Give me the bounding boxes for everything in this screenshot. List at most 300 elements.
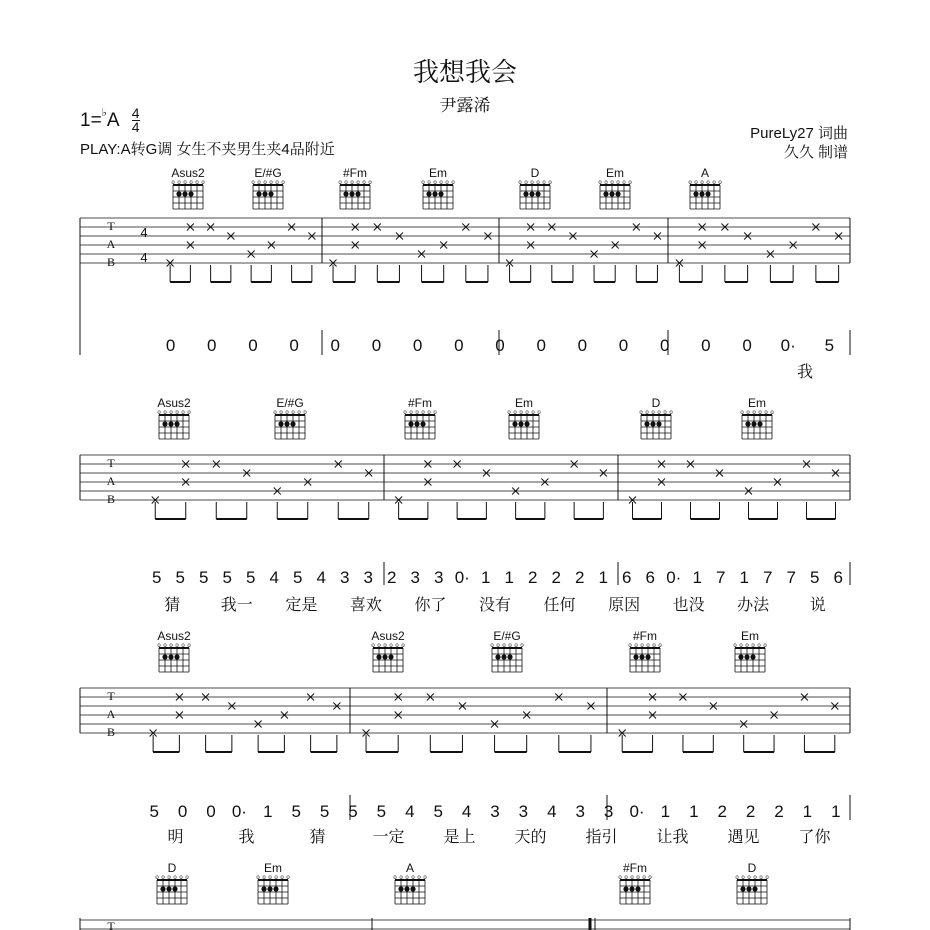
chord-diagram	[598, 166, 632, 209]
chord-name: #Fm	[623, 861, 647, 875]
open-string-mark: o	[169, 410, 173, 416]
chord-dot	[404, 886, 409, 891]
tab-letter-a: A	[106, 237, 116, 251]
numbered-note: 1	[481, 568, 491, 587]
open-string-mark: o	[652, 643, 656, 649]
open-string-mark: o	[622, 180, 626, 186]
open-string-mark: o	[427, 410, 431, 416]
lyric-text: 了你	[798, 827, 831, 846]
open-string-mark: o	[520, 643, 524, 649]
song-artist: 尹露浠	[439, 96, 491, 116]
chord-name: Asus2	[157, 396, 191, 410]
measure-notes	[629, 461, 839, 520]
open-string-mark: o	[368, 180, 372, 186]
lyric-text: 是上	[443, 827, 476, 846]
chord-dot	[645, 654, 650, 659]
chord-dot	[752, 886, 757, 891]
open-string-mark: o	[274, 875, 278, 881]
numbered-note: 0	[165, 336, 176, 355]
open-string-mark: o	[187, 410, 191, 416]
open-string-mark: o	[421, 180, 425, 186]
open-string-mark: o	[694, 180, 698, 186]
chord-name: #Fm	[408, 396, 432, 410]
chord-name: E/#G	[254, 166, 282, 180]
numbered-note: 0	[371, 336, 382, 355]
open-string-mark: o	[746, 410, 750, 416]
tab-staff	[80, 688, 850, 739]
chord-dot	[426, 191, 431, 196]
numbered-note: 1	[660, 802, 671, 821]
chord-dot	[629, 886, 634, 891]
open-string-mark: o	[421, 410, 425, 416]
numbered-note: 4	[269, 568, 279, 587]
chord-dot	[656, 421, 661, 426]
open-string-mark: o	[639, 410, 643, 416]
chord-dot	[376, 654, 381, 659]
numbered-note: 0	[536, 336, 546, 355]
open-string-mark: o	[648, 875, 652, 881]
lyric-text: 原因	[608, 595, 641, 614]
chord-diagram	[421, 166, 455, 209]
open-string-mark: o	[273, 410, 277, 416]
open-string-mark: o	[763, 643, 767, 649]
chord-diagram	[490, 629, 524, 672]
open-string-mark: o	[618, 875, 622, 881]
open-string-mark: o	[735, 875, 739, 881]
lyric-text: 没有	[478, 595, 512, 614]
chord-dot	[261, 886, 266, 891]
numbered-note: 1	[598, 568, 608, 587]
chord-diagram	[371, 629, 405, 672]
open-string-mark: o	[251, 180, 255, 186]
open-string-mark: o	[433, 180, 437, 186]
open-string-mark: o	[281, 180, 285, 186]
numbered-note: 2	[387, 568, 397, 587]
lyric-text: 你了	[414, 595, 447, 614]
chord-name: E/#G	[276, 396, 304, 410]
numbered-note: 3	[518, 802, 529, 821]
chord-dot	[388, 654, 393, 659]
chord-diagram	[507, 396, 541, 439]
chord-dot	[495, 654, 500, 659]
open-string-mark: o	[753, 875, 757, 881]
numbered-note: 1	[263, 802, 273, 821]
numbered-note: 0	[206, 802, 216, 821]
chord-name: #Fm	[633, 629, 657, 643]
chord-diagram	[740, 396, 774, 439]
chord-dot	[168, 654, 173, 659]
chord-dot	[744, 654, 749, 659]
chord-dot	[162, 654, 167, 659]
open-string-mark: o	[628, 180, 632, 186]
chord-dot	[603, 191, 608, 196]
open-string-mark: o	[362, 180, 366, 186]
open-string-mark: o	[257, 180, 261, 186]
chord-dot	[172, 886, 177, 891]
open-string-mark: o	[181, 410, 185, 416]
open-string-mark: o	[598, 180, 602, 186]
numbered-note: 0	[659, 336, 670, 355]
open-string-mark: o	[371, 643, 375, 649]
numbered-note: 0	[330, 336, 341, 355]
numbered-note: 0	[742, 336, 752, 355]
tab-letter-t: T	[107, 919, 115, 930]
chord-name: Em	[748, 396, 766, 410]
open-string-mark: o	[490, 643, 494, 649]
numbered-note: 5	[433, 802, 443, 821]
chord-name: #Fm	[343, 166, 367, 180]
open-string-mark: o	[537, 410, 541, 416]
chord-name: A	[700, 166, 710, 180]
chord-dot	[256, 191, 261, 196]
chord-name: D	[747, 861, 757, 875]
measure-notes	[167, 224, 316, 283]
time-top: 4	[131, 105, 140, 122]
lyric-text: 猜	[309, 827, 326, 846]
lyric-text: 也没	[672, 595, 705, 614]
open-string-mark: o	[634, 643, 638, 649]
key-prefix: 1=	[80, 110, 102, 131]
open-string-mark: o	[181, 643, 185, 649]
open-string-mark: o	[646, 643, 650, 649]
open-string-mark: o	[645, 410, 649, 416]
chord-diagram	[155, 861, 189, 904]
open-string-mark: o	[187, 643, 191, 649]
lyricist-composer: PureLy27 词曲	[750, 125, 848, 142]
tab-letter-t: T	[107, 456, 115, 470]
numbered-note: 5	[246, 568, 256, 587]
chord-dot	[615, 191, 620, 196]
chord-name: D	[530, 166, 540, 180]
chord-dot	[420, 421, 425, 426]
open-string-mark: o	[531, 410, 535, 416]
open-string-mark: o	[740, 410, 744, 416]
open-string-mark: o	[751, 643, 755, 649]
chord-diagram	[273, 396, 307, 439]
numbered-note: 1	[692, 568, 702, 587]
open-string-mark: o	[383, 643, 387, 649]
chord-diagram	[688, 166, 722, 209]
open-string-mark: o	[733, 643, 737, 649]
open-string-mark: o	[280, 875, 284, 881]
lyric-text: 说	[809, 595, 826, 614]
open-string-mark: o	[161, 875, 165, 881]
open-string-mark: o	[604, 180, 608, 186]
open-string-mark: o	[669, 410, 673, 416]
numbered-note: 0	[412, 336, 423, 355]
open-string-mark: o	[263, 180, 267, 186]
open-string-mark: o	[542, 180, 546, 186]
chord-name: Asus2	[157, 629, 191, 643]
numbered-note: 5	[291, 802, 301, 821]
chord-dot	[535, 191, 540, 196]
open-string-mark: o	[175, 410, 179, 416]
open-string-mark: o	[195, 180, 199, 186]
open-string-mark: o	[536, 180, 540, 186]
chord-dot	[609, 191, 614, 196]
chord-dot	[168, 421, 173, 426]
open-string-mark: o	[297, 410, 301, 416]
lyrics-row	[164, 595, 825, 614]
chord-name: E/#G	[493, 629, 521, 643]
chord-diagram	[251, 166, 285, 209]
open-string-mark: o	[179, 875, 183, 881]
open-string-mark: o	[286, 875, 290, 881]
open-string-mark: o	[189, 180, 193, 186]
open-string-mark: o	[275, 180, 279, 186]
chord-dot	[738, 654, 743, 659]
numbered-note: 2	[717, 802, 727, 821]
open-string-mark: o	[350, 180, 354, 186]
open-string-mark: o	[530, 180, 534, 186]
measure-notes	[506, 224, 661, 283]
open-string-mark: o	[712, 180, 716, 186]
lyric-text: 定是	[285, 595, 318, 614]
chord-name: Asus2	[171, 166, 205, 180]
numbered-note: 2	[551, 568, 561, 587]
numbered-note: 0·	[454, 568, 470, 587]
numbered-note: 5	[293, 568, 303, 587]
chord-dot	[188, 191, 193, 196]
song-title: 我想我会	[412, 58, 517, 88]
chord-name: Em	[515, 396, 533, 410]
chord-dot	[740, 886, 745, 891]
numbered-note: 0	[289, 336, 299, 355]
numbered-note: 5	[199, 568, 209, 587]
numbered-note: 4	[547, 802, 557, 821]
numbered-note: 2	[575, 568, 585, 587]
open-string-mark: o	[630, 875, 634, 881]
chord-diagram	[518, 166, 552, 209]
numbered-note: 6	[622, 568, 632, 587]
tab-letter-t: T	[107, 219, 115, 233]
open-string-mark: o	[514, 643, 518, 649]
open-string-mark: o	[268, 875, 272, 881]
chord-dot	[751, 421, 756, 426]
open-string-mark: o	[157, 410, 161, 416]
open-string-mark: o	[344, 180, 348, 186]
numbered-note: 4	[405, 802, 415, 821]
tab-letter-b: B	[106, 725, 116, 739]
numbered-note: 4	[316, 568, 326, 587]
open-string-mark: o	[423, 875, 427, 881]
numbered-note: 0	[248, 336, 258, 355]
chord-diagram	[733, 629, 767, 672]
tab-letter-t: T	[107, 689, 115, 703]
numbered-note: 0·	[780, 336, 796, 355]
numbered-note: 3	[363, 568, 373, 587]
open-string-mark: o	[513, 410, 517, 416]
open-string-mark: o	[502, 643, 506, 649]
chord-diagram	[639, 396, 673, 439]
lyric-text: 我一	[220, 595, 253, 614]
arranger: 久久 制谱	[783, 144, 848, 161]
numbered-note: 2	[745, 802, 756, 821]
numbered-note: 0	[454, 336, 464, 355]
open-string-mark: o	[508, 643, 512, 649]
open-string-mark: o	[700, 180, 704, 186]
chord-name: Em	[741, 629, 759, 643]
chord-dot	[349, 191, 354, 196]
lyric-text: 猜	[164, 595, 181, 614]
chord-dot	[410, 886, 415, 891]
open-string-mark: o	[706, 180, 710, 186]
chord-dot	[745, 421, 750, 426]
chord-dot	[408, 421, 413, 426]
lyric-text: 明	[167, 827, 184, 846]
numbered-note: 0·	[666, 568, 682, 587]
numbered-note: 4	[461, 802, 472, 821]
numbered-notation	[166, 336, 834, 355]
chord-dot	[644, 421, 649, 426]
open-string-mark: o	[451, 180, 455, 186]
open-string-mark: o	[765, 875, 769, 881]
open-string-mark: o	[519, 410, 523, 416]
chord-diagram	[628, 629, 662, 672]
open-string-mark: o	[285, 410, 289, 416]
chord-dot	[438, 191, 443, 196]
tab-time-top: 4	[140, 225, 148, 240]
tab-letter-b: B	[106, 492, 116, 506]
open-string-mark: o	[279, 410, 283, 416]
numbered-note: 5	[810, 568, 820, 587]
open-string-mark: o	[185, 875, 189, 881]
numbered-note: 2	[774, 802, 784, 821]
open-string-mark: o	[393, 875, 397, 881]
chord-dot	[746, 886, 751, 891]
numbered-note: 0	[207, 336, 217, 355]
flat-sign: ♭	[101, 107, 107, 119]
chord-dot	[176, 191, 181, 196]
open-string-mark: o	[445, 180, 449, 186]
numbered-note: 6	[645, 568, 655, 587]
numbered-note: 0·	[231, 802, 247, 821]
chord-dot	[267, 886, 272, 891]
numbered-note: 0	[701, 336, 711, 355]
chord-dot	[268, 191, 273, 196]
open-string-mark: o	[262, 875, 266, 881]
chord-dot	[174, 654, 179, 659]
key-letter: A	[106, 110, 119, 131]
open-string-mark: o	[640, 643, 644, 649]
numbered-note: 5	[319, 802, 330, 821]
open-string-mark: o	[415, 410, 419, 416]
chord-name: D	[167, 861, 177, 875]
chord-diagram	[735, 861, 769, 904]
numbered-note: 0·	[629, 802, 645, 821]
chord-name: A	[405, 861, 415, 875]
open-string-mark: o	[663, 410, 667, 416]
open-string-mark: o	[757, 643, 761, 649]
numbered-note: 5	[348, 802, 358, 821]
chord-dot	[343, 191, 348, 196]
chord-dot	[623, 886, 628, 891]
open-string-mark: o	[395, 643, 399, 649]
measure-notes	[150, 694, 341, 753]
chord-dot	[633, 654, 638, 659]
open-string-mark: o	[169, 643, 173, 649]
chord-dot	[507, 654, 512, 659]
chord-name: Em	[429, 166, 447, 180]
lyric-text: 让我	[656, 827, 689, 846]
open-string-mark: o	[628, 643, 632, 649]
open-string-mark: o	[411, 875, 415, 881]
numbered-note: 3	[575, 802, 585, 821]
open-string-mark: o	[171, 180, 175, 186]
tab-letter-a: A	[106, 474, 116, 488]
numbered-note: 5	[222, 568, 232, 587]
chord-dot	[174, 421, 179, 426]
numbered-note: 3	[603, 802, 614, 821]
tab-staff	[80, 918, 850, 930]
lyric-text: 我	[238, 827, 255, 846]
chord-dot	[705, 191, 710, 196]
numbered-note: 7	[786, 568, 796, 587]
open-string-mark: o	[610, 180, 614, 186]
lyrics-row	[797, 362, 813, 381]
chord-dot	[518, 421, 523, 426]
open-string-mark: o	[356, 180, 360, 186]
numbered-note: 0	[618, 336, 629, 355]
tab-letter-a: A	[106, 707, 116, 721]
chord-dot	[273, 886, 278, 891]
open-string-mark: o	[256, 875, 260, 881]
open-string-mark: o	[642, 875, 646, 881]
chord-name: Em	[264, 861, 282, 875]
open-string-mark: o	[405, 875, 409, 881]
open-string-mark: o	[758, 410, 762, 416]
chord-dot	[278, 421, 283, 426]
numbered-note: 5	[824, 336, 835, 355]
numbered-note: 5	[175, 568, 185, 587]
chord-dot	[182, 191, 187, 196]
open-string-mark: o	[167, 875, 171, 881]
numbered-note: 6	[833, 568, 843, 587]
open-string-mark: o	[163, 643, 167, 649]
tab-staff	[80, 455, 850, 506]
measure-notes	[330, 224, 492, 283]
open-string-mark: o	[745, 643, 749, 649]
numbered-note: 7	[763, 568, 773, 587]
open-string-mark: o	[770, 410, 774, 416]
open-string-mark: o	[636, 875, 640, 881]
open-string-mark: o	[718, 180, 722, 186]
open-string-mark: o	[303, 410, 307, 416]
numbered-note: 7	[716, 568, 726, 587]
numbered-note: 5	[376, 802, 387, 821]
numbered-note: 1	[504, 568, 514, 587]
open-string-mark: o	[439, 180, 443, 186]
open-string-mark: o	[377, 643, 381, 649]
numbered-note: 0	[177, 802, 188, 821]
chord-diagram	[157, 396, 191, 439]
numbered-note: 0	[577, 336, 588, 355]
numbered-note: 3	[434, 568, 444, 587]
chord-diagram	[171, 166, 205, 209]
chord-dot	[162, 421, 167, 426]
numbered-note: 0	[495, 336, 505, 355]
chord-diagram	[403, 396, 437, 439]
open-string-mark: o	[157, 643, 161, 649]
chord-dot	[650, 421, 655, 426]
numbered-notation	[149, 802, 840, 821]
chord-dot	[523, 191, 528, 196]
lyric-text: 天的	[514, 827, 547, 846]
open-string-mark: o	[175, 643, 179, 649]
open-string-mark: o	[518, 180, 522, 186]
open-string-mark: o	[291, 410, 295, 416]
numbered-note: 3	[340, 568, 350, 587]
